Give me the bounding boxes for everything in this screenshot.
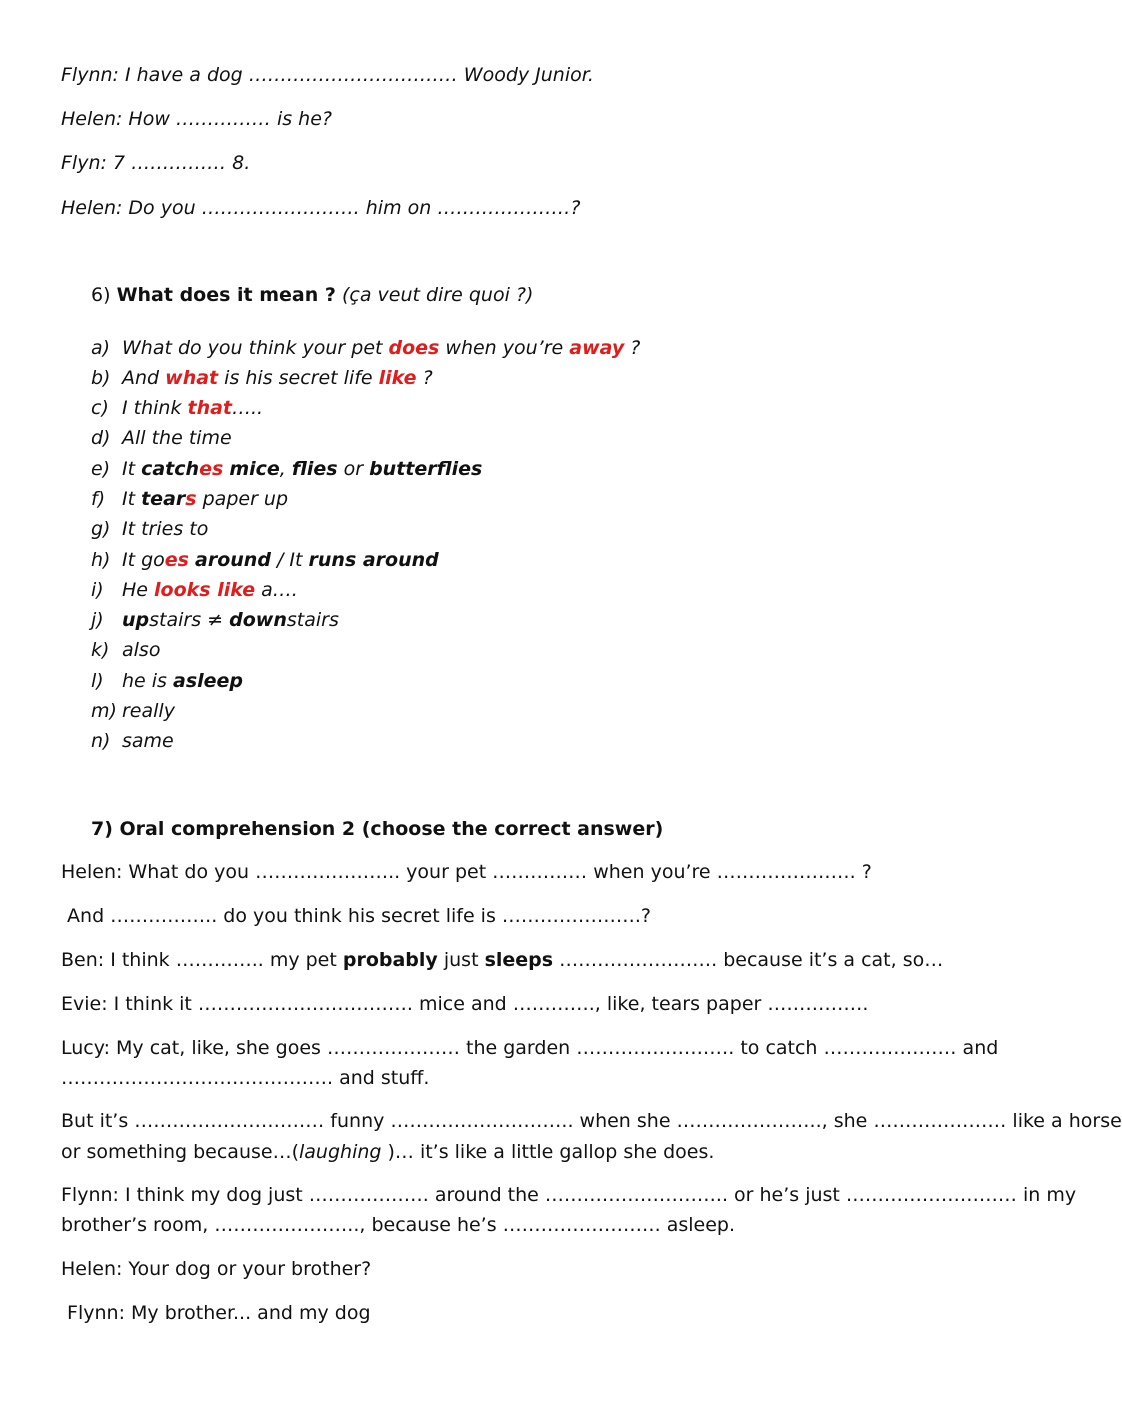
- exercise-line: But it’s ………………………… funny ……………………….. when she ………………….., she ………………… like a horse: [61, 1110, 1122, 1132]
- exercise-line: Helen: What do you ………………….. your pet …………… when you’re …………………. ?: [61, 861, 872, 883]
- list-item: f) It tears paper up: [91, 488, 289, 510]
- exercise-line: Flynn: I think my dog just ………………. around the ……………………….. or he’s just ……………………… in my: [61, 1184, 1077, 1206]
- section-6-heading: [91, 283, 533, 307]
- section-7-heading: 7) Oral comprehension 2 (choose the correct answer): [91, 818, 664, 840]
- list-item: c) I think that…..: [91, 397, 264, 419]
- exercise-line: Lucy: My cat, like, she goes ………………… the garden ……………………. to catch ………………… and: [61, 1037, 999, 1059]
- exercise-line: And …………….. do you think his secret life is ………………….?: [61, 905, 652, 927]
- list-item: j) upstairs ≠ downstairs: [91, 609, 339, 631]
- exercise-line: Helen: Your dog or your brother?: [61, 1258, 372, 1280]
- exercise-line: ……………………………………. and stuff.: [61, 1067, 430, 1089]
- dialogue-line: Flynn: I have a dog …………………………… Woody Junior.: [61, 64, 594, 86]
- exercise-line: Flynn: My brother... and my dog: [61, 1302, 371, 1324]
- list-item: b) And what is his secret life like ?: [91, 367, 433, 389]
- dialogue-line: Helen: Do you ……………………. him on …………………?: [61, 197, 581, 219]
- list-item: a) What do you think your pet does when you’re away ?: [91, 337, 641, 359]
- section-number: 6): [91, 284, 111, 306]
- dialogue-line: Flyn: 7 …………… 8.: [61, 152, 251, 174]
- exercise-line: Evie: I think it ……………………………. mice and …………., like, tears paper …………….: [61, 993, 869, 1015]
- list-item: m) really: [91, 700, 175, 722]
- list-item: i) He looks like a….: [91, 579, 298, 601]
- list-item: h) It goes around / It runs around: [91, 549, 439, 571]
- exercise-line: Ben: I think ………….. my pet probably just sleeps ……………………. because it’s a cat, so…: [61, 949, 944, 971]
- list-item: g) It tries to: [91, 518, 209, 540]
- dialogue-line: Helen: How …………… is he?: [61, 108, 332, 130]
- section-subtitle: (ça veut dire quoi ?): [341, 284, 534, 306]
- list-item: e) It catches mice, flies or butterflies: [91, 458, 483, 480]
- list-item: n) same: [91, 730, 174, 752]
- list-item: k) also: [91, 639, 161, 661]
- section-title: What does it mean ?: [116, 284, 336, 306]
- list-item: d) All the time: [91, 427, 232, 449]
- exercise-line: brother’s room, ………………….., because he’s ……………………. asleep.: [61, 1214, 736, 1236]
- exercise-line: or something because…(laughing )… it’s like a little gallop she does.: [61, 1141, 715, 1163]
- list-item: l) he is asleep: [91, 670, 244, 692]
